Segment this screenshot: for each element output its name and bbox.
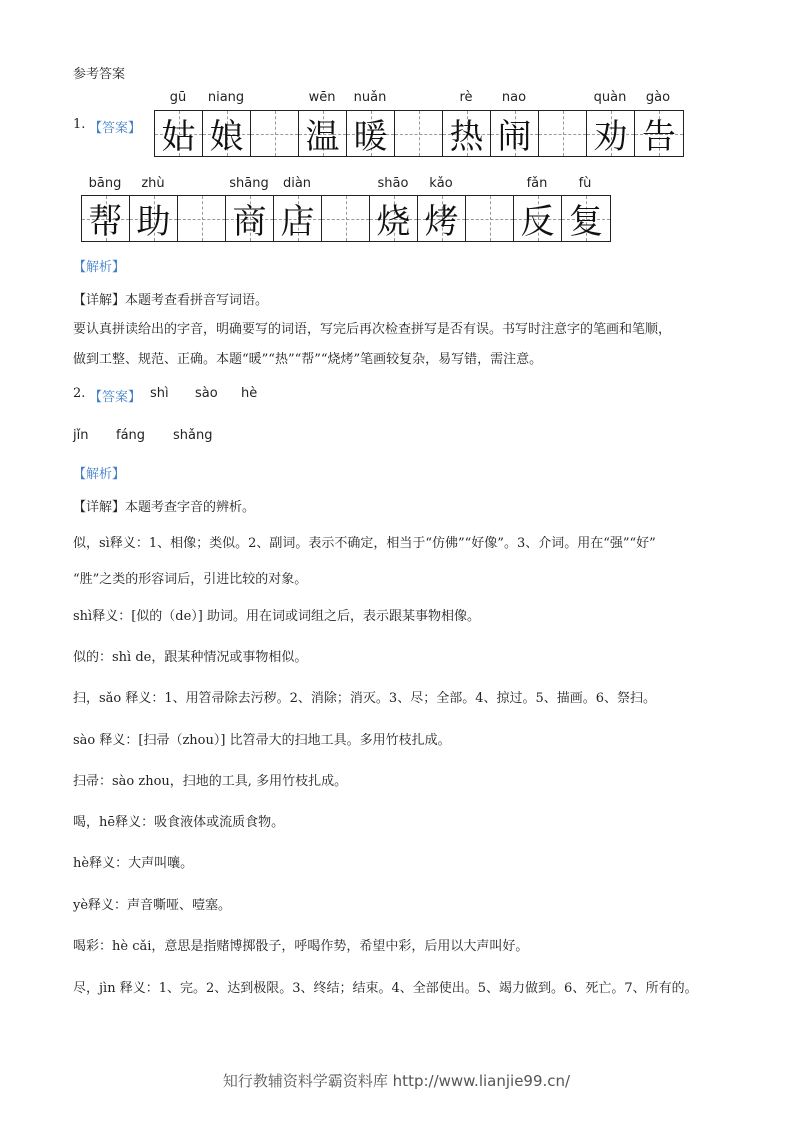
char-cell — [251, 111, 299, 156]
q2-answer: fáng — [116, 428, 146, 443]
q1-detail: 【详解】本题考查看拼音写词语。 — [73, 293, 269, 308]
q2-line: 扫帚：sào zhou，扫地的工具, 多用竹枝扎成。 — [73, 774, 348, 789]
q2-line: 扫，sǎo 释义：1、用笤帚除去污秽。2、消除；消灭。3、尽；全部。4、掠过。5、描画。6、祭扫。 — [73, 691, 657, 706]
page-heading: 参考答案 — [73, 67, 126, 82]
pinyin: shāng — [229, 176, 269, 191]
q2-line: sào 释义：[扫帚（zhou）] 比笤帚大的扫地工具。多用竹枝扎成。 — [73, 733, 451, 748]
q1-analysis-tag: 【解析】 — [73, 260, 126, 275]
q2-answer: hè — [241, 386, 258, 401]
pinyin: bāng — [88, 176, 122, 191]
q1-row1-pinyin — [154, 90, 682, 105]
pinyin: niang — [207, 90, 245, 105]
char-cell — [178, 196, 226, 241]
q2-answer: jǐn — [73, 428, 89, 443]
q1-row2-grid — [81, 195, 611, 242]
q1-para2: 做到工整、规范、正确。本题“暖”“热”“帮”“烧烤”笔画较复杂，易写错，需注意。 — [73, 352, 543, 367]
char-cell: 反 — [514, 196, 562, 241]
pinyin — [394, 90, 442, 105]
pinyin — [465, 176, 513, 191]
pinyin: rè — [459, 90, 473, 105]
q2-line: 似，sì释义：1、相像；类似。2、副词。表示不确定，相当于“仿佛”“好像”。3、介词。用在“强”“好” — [73, 536, 656, 551]
char-cell: 店 — [274, 196, 322, 241]
char-cell — [322, 196, 370, 241]
q2-line: yè释义：声音嘶哑、噎塞。 — [73, 898, 232, 913]
char-cell: 娘 — [203, 111, 251, 156]
q2-line: 喝，hē释义：吸食液体或流质食物。 — [73, 815, 285, 830]
char-cell: 烤 — [418, 196, 466, 241]
char-cell: 告 — [635, 111, 683, 156]
pinyin — [321, 176, 369, 191]
char-cell: 闹 — [491, 111, 539, 156]
q1-row1-grid — [154, 110, 684, 157]
pinyin: fǎn — [526, 176, 548, 191]
q2-analysis-tag: 【解析】 — [73, 467, 126, 482]
char-cell: 暖 — [347, 111, 395, 156]
char-cell: 助 — [130, 196, 178, 241]
pinyin: zhù — [141, 176, 165, 191]
char-cell — [539, 111, 587, 156]
char-cell: 劝 — [587, 111, 635, 156]
char-cell: 复 — [562, 196, 610, 241]
q2-answer: sào — [195, 386, 218, 401]
char-cell: 温 — [299, 111, 347, 156]
pinyin — [177, 176, 225, 191]
q2-line: “胜”之类的形容词后，引进比较的对象。 — [73, 572, 308, 587]
q2-line: shì释义：[似的（de）] 助词。用在词或词组之后，表示跟某事物相像。 — [73, 609, 480, 624]
pinyin: nao — [501, 90, 527, 105]
q2-answer-tag: 【答案】 — [89, 390, 142, 405]
q1-number: 1. — [73, 117, 86, 132]
char-cell: 热 — [443, 111, 491, 156]
page-footer: 知行教辅资料学霸资料库 http://www.lianjie99.cn/ — [222, 1072, 571, 1090]
q2-answer: shì — [150, 386, 169, 401]
pinyin: shāo — [377, 176, 409, 191]
pinyin: fù — [578, 176, 592, 191]
q1-answer-tag: 【答案】 — [89, 121, 142, 136]
q2-line: hè释义：大声叫嚷。 — [73, 856, 194, 871]
char-cell — [395, 111, 443, 156]
char-cell — [466, 196, 514, 241]
pinyin: gào — [645, 90, 671, 105]
q2-detail: 【详解】本题考查字音的辨析。 — [73, 500, 256, 515]
pinyin: diàn — [282, 176, 312, 191]
char-cell: 烧 — [370, 196, 418, 241]
pinyin — [538, 90, 586, 105]
pinyin: gū — [169, 90, 187, 105]
pinyin: quàn — [593, 90, 627, 105]
q2-number: 2. — [73, 386, 86, 401]
pinyin — [250, 90, 298, 105]
q1-para1: 要认真拼读给出的字音，明确要写的词语，写完后再次检查拼写是否有误。书写时注意字的笔画和笔顺， — [73, 322, 672, 337]
q2-line: 似的：shì de，跟某种情况或事物相似。 — [73, 650, 308, 665]
q1-row2-pinyin — [81, 176, 609, 191]
pinyin: kǎo — [429, 176, 453, 191]
pinyin: wēn — [308, 90, 336, 105]
pinyin: nuǎn — [353, 90, 387, 105]
q2-answer: shǎng — [173, 428, 213, 443]
q2-line: 尽，jìn 释义：1、完。2、达到极限。3、终结；结束。4、全部使出。5、竭力做到。6、死亡。7、所有的。 — [73, 981, 698, 996]
q2-line: 喝彩：hè cǎi，意思是指赌博掷骰子，呼喝作势，希望中彩，后用以大声叫好。 — [73, 939, 529, 954]
char-cell: 帮 — [82, 196, 130, 241]
char-cell: 商 — [226, 196, 274, 241]
char-cell: 姑 — [155, 111, 203, 156]
